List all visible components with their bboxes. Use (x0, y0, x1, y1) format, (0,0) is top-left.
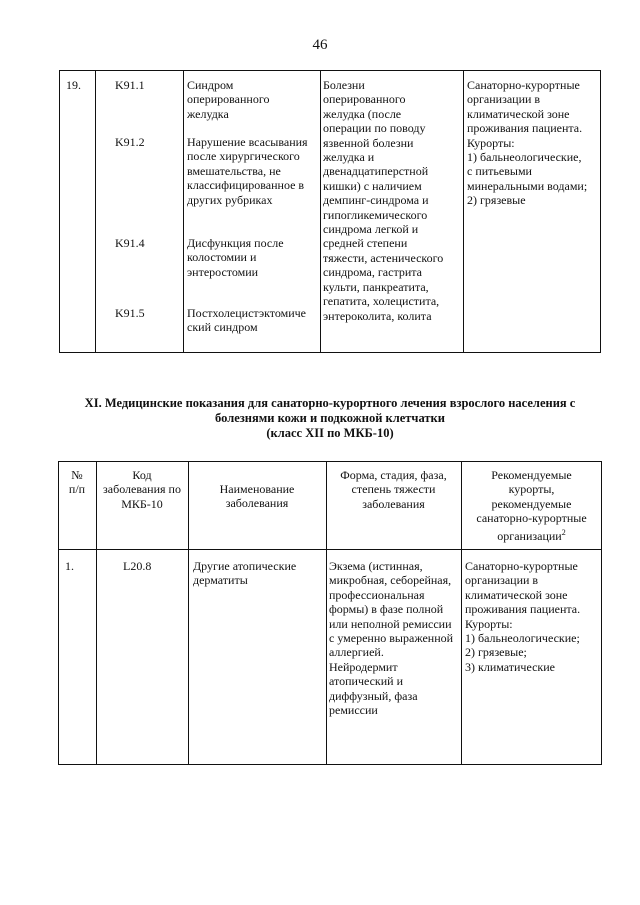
header-code: Код заболевания по МКБ-10 (103, 468, 181, 511)
icd-code: K91.1 (115, 78, 145, 92)
header-number: № п/п (68, 468, 86, 497)
header-form: Форма, стадия, фаза, степень тяжести заболевания (340, 468, 447, 511)
header-disease-name: Наименование заболевания (219, 482, 295, 511)
header-divider (58, 549, 602, 550)
col-number (59, 71, 95, 352)
disease-name: Дисфункция после колостомии и энтеростомии (187, 236, 284, 279)
icd-code: K91.5 (115, 306, 145, 320)
header-resorts (461, 468, 602, 543)
disease-name: Нарушение всасывания после хирургического вмешательства, не классифицированное в других рубриках (187, 135, 308, 207)
page-number: 46 (312, 37, 328, 53)
icd-code: L20.8 (123, 559, 152, 573)
row-number: 1. (65, 559, 74, 573)
disease-form: Экзема (истинная, микробная, себорейная, профессиональная формы) в фазе полной или неполной ремиссии с умеренно выраженной аллергией. Нейродермит атопический и диффузный, фаза ремиссии (329, 559, 454, 718)
footnote-marker: 2 (561, 527, 566, 537)
table-skin-diseases (58, 461, 602, 765)
disease-name: Другие атопические дерматиты (193, 559, 297, 588)
disease-name: Синдром оперированного желудка (187, 78, 270, 121)
disease-name: Постхолецистэктомиче ский синдром (187, 306, 307, 335)
recommended-resorts: Санаторно-курортные организации в климатической зоне проживания пациента. Курорты: 1) бальнеологические; 2) грязевые; 3) климатические (465, 559, 581, 674)
table-continuation (59, 70, 601, 353)
col-number (58, 462, 96, 764)
recommended-resorts: Санаторно-курортные организации в климатической зоне проживания пациента. Курорты: 1) бальнеологические, с питьевыми минеральными водами; 2) грязевые (467, 78, 588, 208)
section-heading: XI. Медицинские показания для санаторно-курортного лечения взрослого населения с болезнями кожи и подкожной клетчатки (класс XII по МКБ-10) (84, 396, 576, 440)
disease-form: Болезни оперированного желудка (после операции по поводу язвенной болезни желудка и двенадцатиперстной кишки) с наличием демпинг-синдрома и гипогликемического синдрома легкой и средней степени тяжести, астенического синдрома, гастрита культи, панкреатита, гепатита, холецистита, энтероколита, колита (323, 78, 444, 323)
header-resorts-text: Рекомендуемые курорты, рекомендуемые санаторно-курортные организации (476, 468, 587, 543)
icd-code: K91.4 (115, 236, 145, 250)
row-number: 19. (66, 78, 81, 92)
icd-code: K91.2 (115, 135, 145, 149)
